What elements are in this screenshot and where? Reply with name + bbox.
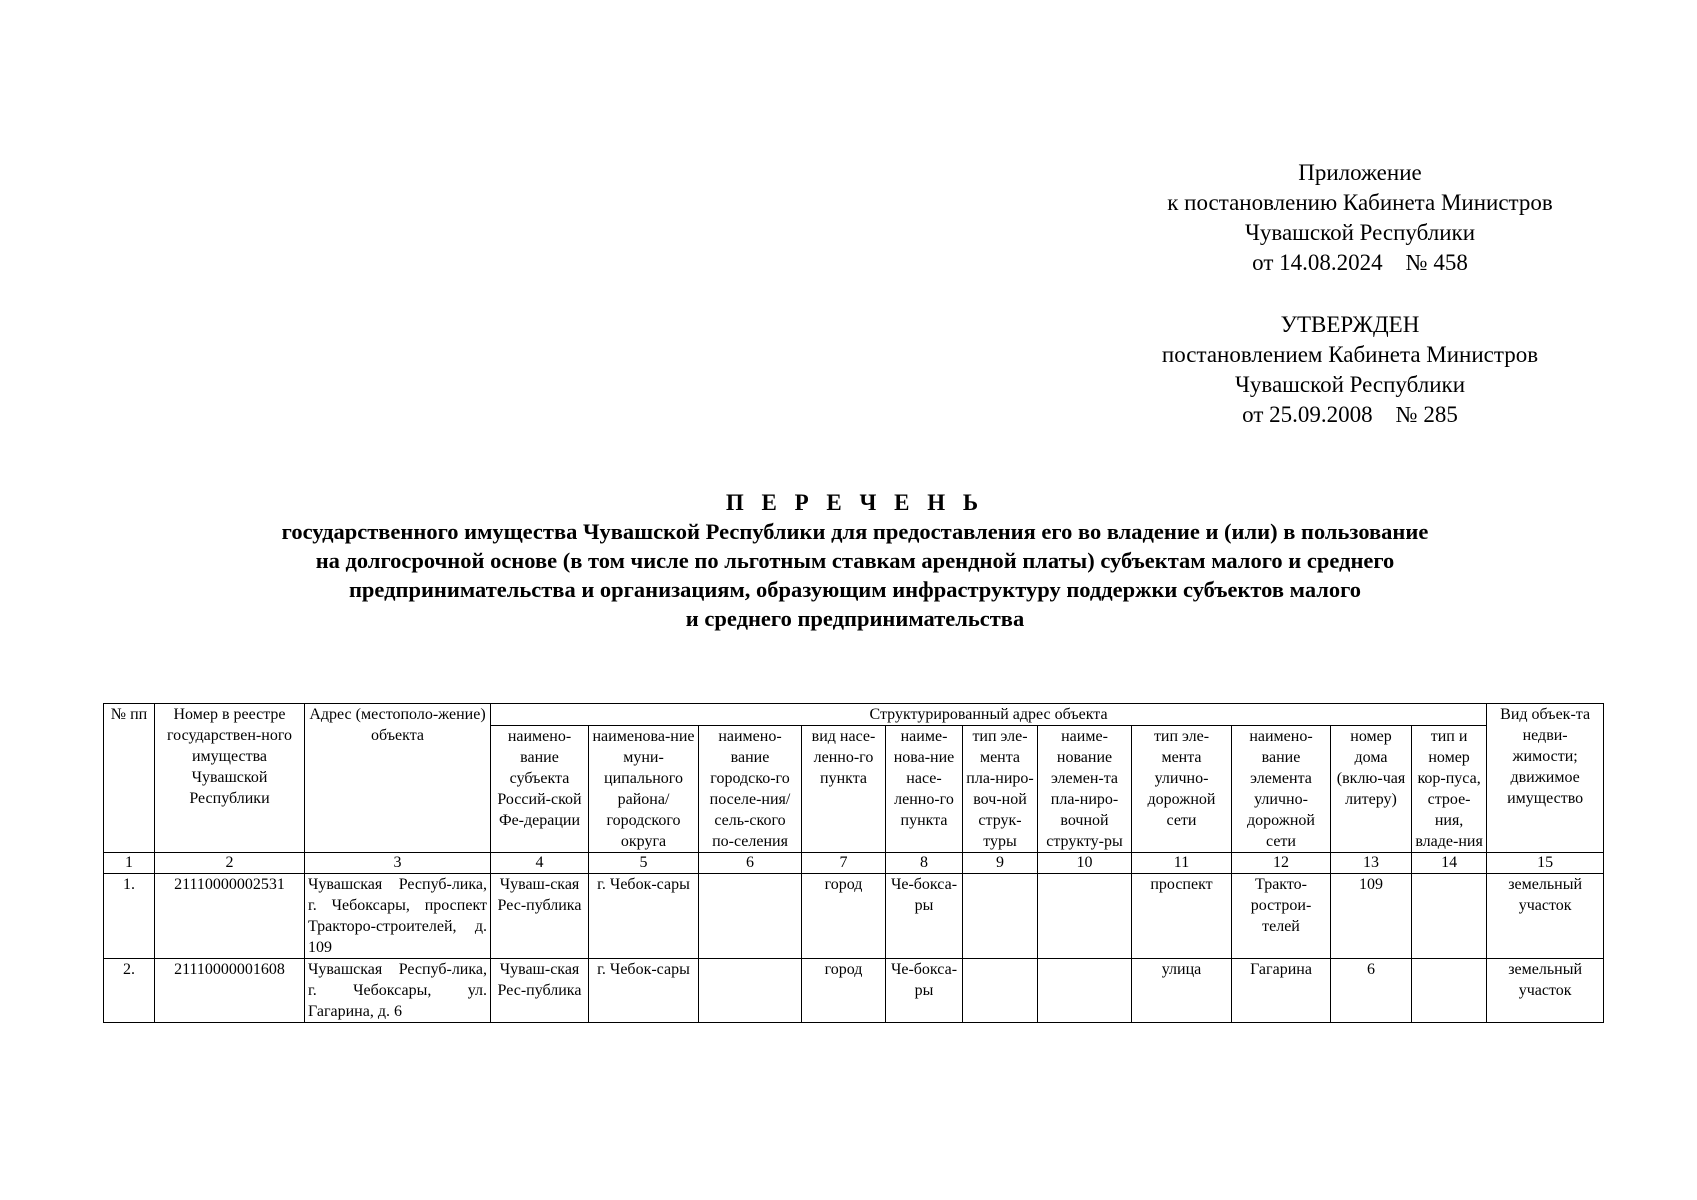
column-numbers-row (104, 853, 1604, 874)
column-number: 7 (802, 853, 886, 874)
column-number: 2 (155, 853, 305, 874)
table-row (104, 959, 1604, 1023)
property-table (103, 703, 1604, 1023)
approved-date-line: от 25.09.2008 № 285 (1242, 402, 1458, 427)
cell-road-element-name: Тракто-рострои-телей (1232, 874, 1331, 959)
header-house-number: номер дома (вклю-чая литеру) (1331, 726, 1412, 853)
cell-road-element-type: улица (1132, 959, 1232, 1023)
column-number: 5 (589, 853, 699, 874)
column-number: 12 (1232, 853, 1331, 874)
cell-locality-name: Че-бокса-ры (886, 959, 963, 1023)
approved-line: УТВЕРЖДЕН (1280, 312, 1420, 337)
approved-stamp (1110, 310, 1590, 430)
cell-subject: Чуваш-ская Рес-публика (491, 959, 589, 1023)
header-row (104, 704, 1604, 726)
header-structured-address: Структурированный адрес объекта (491, 704, 1487, 726)
column-number: 6 (699, 853, 802, 874)
title-line: предпринимательства и организациям, образующим инфраструктуру поддержки субъектов малого (348, 577, 1362, 602)
title-line: и среднего предпринимательства (685, 606, 1025, 631)
header-municipal-district: наименова-ние муни-ципального района/ городского округа (589, 726, 699, 853)
approved-line: Чувашской Республики (1234, 372, 1466, 397)
cell-planning-element-type (963, 874, 1038, 959)
header-locality-type: вид насе-ленно-го пункта (802, 726, 886, 853)
document-title (80, 488, 1630, 633)
header-registry-number: Номер в реестре государствен-ного имущества Чувашской Республики (155, 704, 305, 853)
header-planning-element-type: тип эле-мента пла-ниро-воч-ной струк-туры (963, 726, 1038, 853)
cell-object-type: земельный участок (1487, 874, 1604, 959)
column-number: 8 (886, 853, 963, 874)
header-object-type: Вид объек-та недви-жимости; движимое имущество (1487, 704, 1604, 853)
appendix-line: к постановлению Кабинета Министров (1167, 190, 1553, 215)
cell-house-number: 109 (1331, 874, 1412, 959)
column-number: 14 (1412, 853, 1487, 874)
cell-settlement (699, 874, 802, 959)
cell-registry-number: 21110000002531 (155, 874, 305, 959)
cell-building-number (1412, 959, 1487, 1023)
cell-road-element-type: проспект (1132, 874, 1232, 959)
cell-municipal-district: г. Чебок-сары (589, 959, 699, 1023)
appendix-date-line: от 14.08.2024 № 458 (1252, 250, 1468, 275)
column-number: 15 (1487, 853, 1604, 874)
cell-municipal-district: г. Чебок-сары (589, 874, 699, 959)
title-line: на долгосрочной основе (в том числе по льготным ставкам арендной платы) субъектам малого и среднего (315, 548, 1395, 573)
appendix-stamp (1110, 158, 1610, 278)
cell-registry-number: 21110000001608 (155, 959, 305, 1023)
header-settlement: наимено-вание городско-го поселе-ния/сель-ского по-селения (699, 726, 802, 853)
column-number: 3 (305, 853, 491, 874)
column-number: 1 (104, 853, 155, 874)
cell-locality-type: город (802, 959, 886, 1023)
header-building-number: тип и номер кор-пуса, строе-ния, владе-ния (1412, 726, 1487, 853)
appendix-line: Приложение (1298, 160, 1422, 185)
header-locality-name: наиме-нова-ние насе-ленно-го пункта (886, 726, 963, 853)
header-road-element-name: наимено-вание элемента улично-дорожной сети (1232, 726, 1331, 853)
cell-number: 2. (104, 959, 155, 1023)
cell-locality-name: Че-бокса-ры (886, 874, 963, 959)
title-heading: П Е Р Е Ч Е Н Ь (725, 490, 985, 515)
header-planning-element-name: наиме-нование элемен-та пла-ниро-вочной структу-ры (1038, 726, 1132, 853)
column-number: 11 (1132, 853, 1232, 874)
cell-number: 1. (104, 874, 155, 959)
cell-object-type: земельный участок (1487, 959, 1604, 1023)
approved-line: постановлением Кабинета Министров (1161, 342, 1539, 367)
cell-locality-type: город (802, 874, 886, 959)
title-line: государственного имущества Чувашской Республики для предоставления его во владение и (или) в пользование (281, 519, 1429, 544)
cell-house-number: 6 (1331, 959, 1412, 1023)
column-number: 13 (1331, 853, 1412, 874)
column-number: 9 (963, 853, 1038, 874)
header-subject: наимено-вание субъекта Россий-ской Фе-дерации (491, 726, 589, 853)
column-number: 4 (491, 853, 589, 874)
appendix-line: Чувашской Республики (1244, 220, 1476, 245)
table-row (104, 874, 1604, 959)
cell-address: Чувашская Респуб-лика, г. Чебоксары, ул. Гагарина, д. 6 (305, 959, 491, 1023)
column-number: 10 (1038, 853, 1132, 874)
cell-planning-element-name (1038, 874, 1132, 959)
cell-road-element-name: Гагарина (1232, 959, 1331, 1023)
header-address: Адрес (местополо-жение) объекта (305, 704, 491, 853)
cell-settlement (699, 959, 802, 1023)
cell-planning-element-type (963, 959, 1038, 1023)
header-number: № пп (104, 704, 155, 853)
cell-planning-element-name (1038, 959, 1132, 1023)
cell-subject: Чуваш-ская Рес-публика (491, 874, 589, 959)
header-road-element-type: тип эле-мента улично-дорожной сети (1132, 726, 1232, 853)
cell-address: Чувашская Респуб-лика, г. Чебоксары, проспект Тракторо-строителей, д. 109 (305, 874, 491, 959)
cell-building-number (1412, 874, 1487, 959)
